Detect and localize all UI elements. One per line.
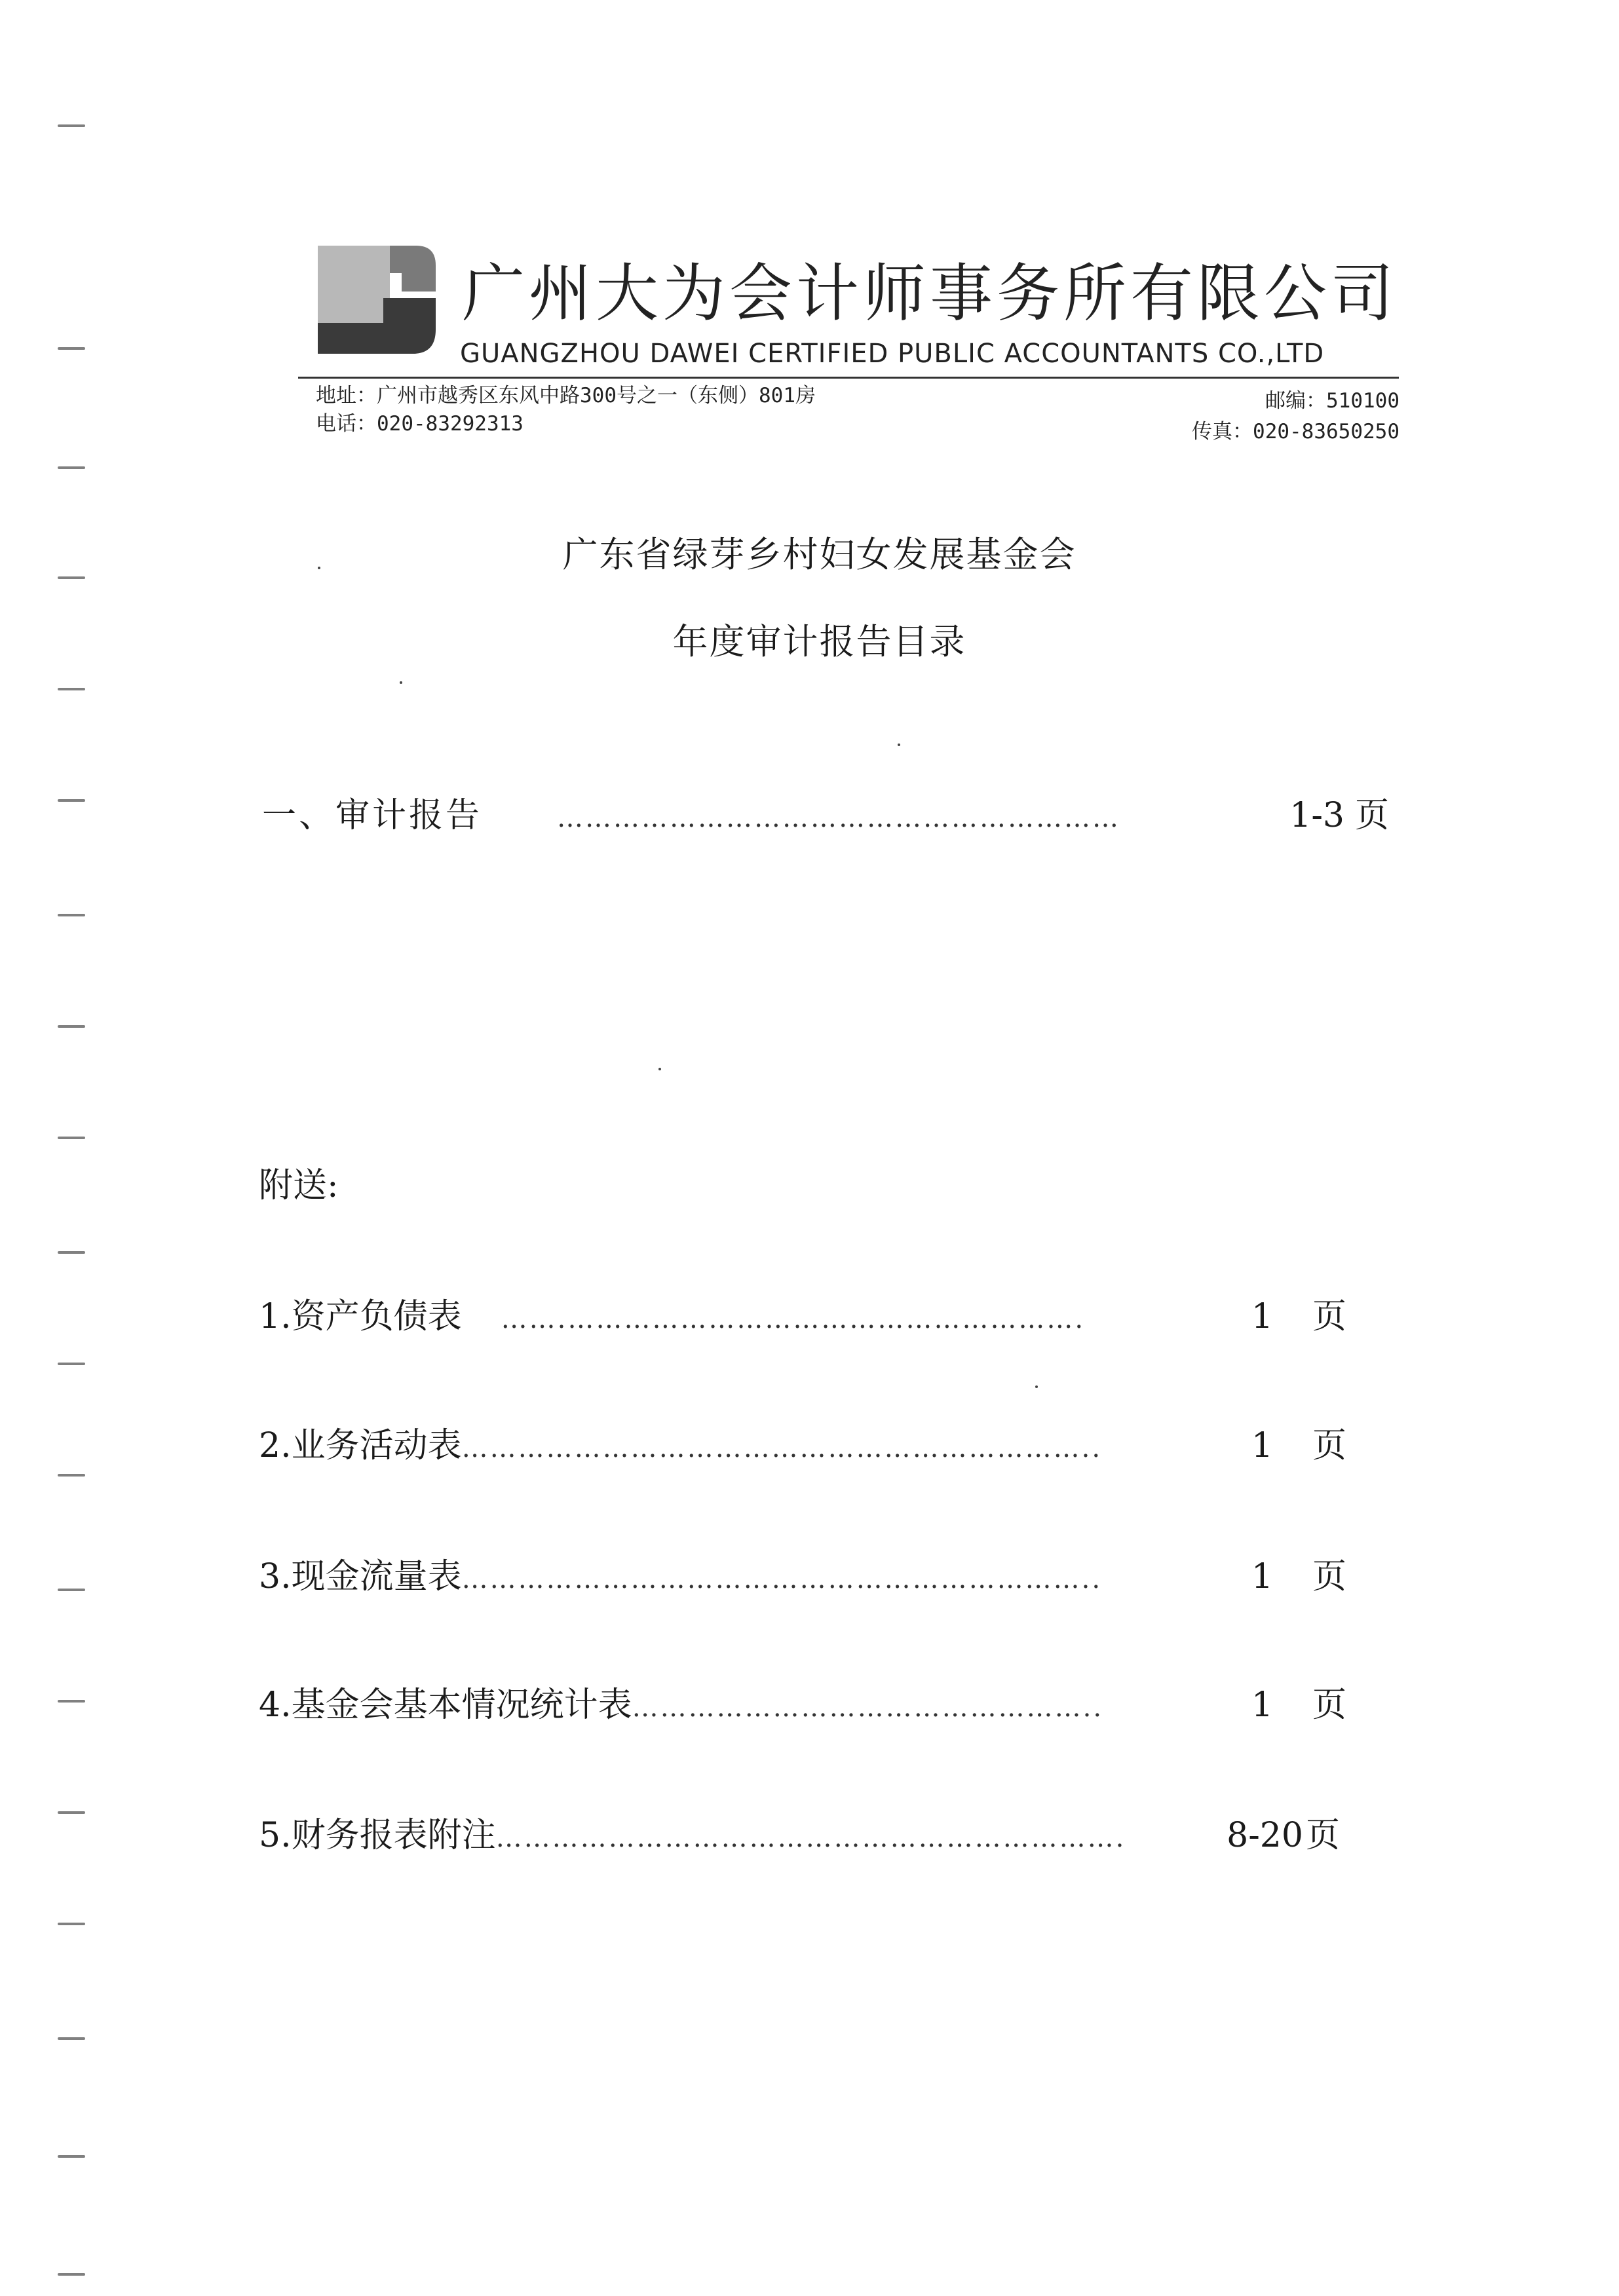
report-title: 年度审计报告目录	[672, 621, 966, 662]
toc-page-number: 1	[1251, 1426, 1273, 1465]
firm-name-english: GUANGZHOU DAWEI CERTIFIED PUBLIC ACCOUNTANTS CO.,LTD	[460, 339, 1325, 369]
scan-edge-mark	[58, 914, 85, 916]
scan-edge-mark	[58, 1589, 85, 1591]
toc-label: 2.业务活动表	[259, 1426, 462, 1465]
toc-label: 3.现金流量表	[259, 1557, 462, 1596]
toc-page-unit: 页	[1305, 1816, 1340, 1855]
toc-label: 4.基金会基本情况统计表	[259, 1685, 632, 1725]
firm-phone: 电话：020-83292313	[316, 412, 524, 436]
scan-edge-mark	[58, 124, 85, 127]
toc-entry-cash-flow-statement	[259, 1554, 1346, 1602]
scan-edge-mark	[58, 1025, 85, 1028]
scan-edge-mark	[58, 2273, 85, 2276]
scan-edge-mark	[58, 1811, 85, 1814]
scan-edge-mark	[58, 1363, 85, 1365]
toc-page-unit: 页	[1312, 1297, 1346, 1336]
scan-speck	[318, 567, 320, 569]
toc-page-unit: 页	[1312, 1557, 1346, 1596]
toc-entry-foundation-statistics	[259, 1682, 1346, 1731]
scan-edge-mark	[58, 2037, 85, 2040]
toc-entry-financial-notes	[259, 1813, 1340, 1861]
toc-label: 5.财务报表附注	[259, 1816, 496, 1855]
toc-entry-activity-statement	[259, 1423, 1346, 1471]
scan-edge-mark	[58, 688, 85, 690]
scan-edge-mark	[58, 466, 85, 469]
firm-address: 地址：广州市越秀区东风中路300号之一（东侧）801房	[316, 384, 816, 407]
scan-edge-mark	[58, 347, 85, 350]
toc-page-unit: 页	[1312, 1685, 1346, 1725]
toc-leader-dots: ……………………………………………………	[557, 803, 1120, 833]
scan-edge-mark	[58, 1251, 85, 1254]
toc-leader-dots: …………………………………………..	[632, 1693, 1104, 1723]
firm-name-chinese: 广州大为会计师事务所有限公司	[462, 257, 1398, 330]
scan-speck	[898, 743, 900, 746]
scan-edge-mark	[58, 1137, 85, 1139]
scan-speck	[1035, 1385, 1038, 1388]
toc-page-number: 8-20	[1227, 1816, 1303, 1855]
firm-logo	[318, 246, 436, 354]
organization-title: 广东省绿芽乡村妇女发展基金会	[562, 534, 1076, 575]
scan-edge-mark	[58, 1700, 85, 1703]
letterhead-divider	[298, 377, 1399, 379]
firm-fax: 传真：020-83650250	[1192, 420, 1400, 443]
toc-page-number: 1-3	[1289, 796, 1344, 835]
toc-entry-audit-report	[262, 793, 1389, 841]
firm-postcode: 邮编：510100	[1265, 389, 1400, 413]
scan-edge-mark	[58, 1923, 85, 1925]
appendix-heading: 附送:	[259, 1166, 339, 1205]
toc-leader-dots: …….……………………………………………….	[501, 1304, 1086, 1334]
toc-page-unit: 页	[1312, 1426, 1346, 1465]
scan-speck	[658, 1068, 661, 1070]
scan-speck	[400, 681, 402, 684]
toc-leader-dots: ………………………………………………………….	[495, 1823, 1126, 1853]
toc-leader-dots: …………………………………………………………..	[461, 1564, 1103, 1594]
toc-label: 一、审计报告	[262, 796, 483, 835]
scan-edge-mark	[58, 1474, 85, 1477]
scan-edge-mark	[58, 2155, 85, 2158]
toc-leader-dots: …………………………………………………………..	[461, 1433, 1103, 1463]
toc-page-unit: 页	[1354, 796, 1389, 835]
toc-page-number: 1	[1251, 1557, 1273, 1596]
toc-page-number: 1	[1251, 1297, 1273, 1336]
toc-entry-balance-sheet	[259, 1294, 1346, 1342]
scan-edge-mark	[58, 799, 85, 802]
toc-page-number: 1	[1251, 1685, 1273, 1725]
toc-label: 1.资产负债表	[259, 1297, 462, 1336]
